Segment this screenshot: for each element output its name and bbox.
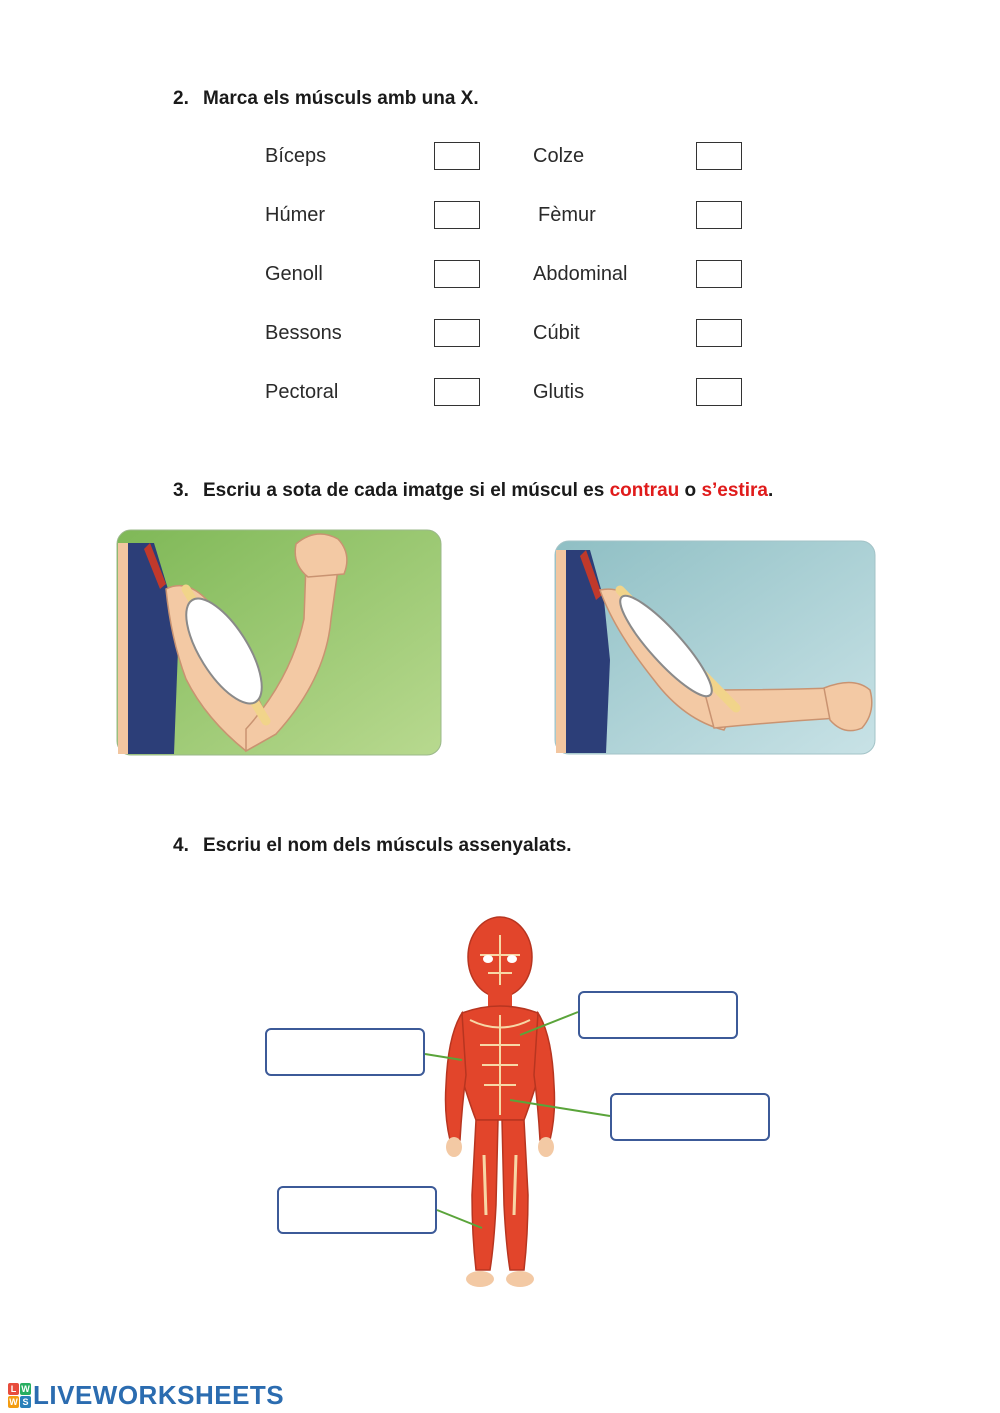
section3-text-1: Escriu a sota de cada imatge si el múscul es (203, 480, 610, 501)
section3-title (173, 480, 773, 502)
checkbox-cubit[interactable] (696, 319, 742, 347)
logo-text: LIVEWORKSHEETS (33, 1380, 285, 1410)
section2-text: Marca els músculs amb una X. (203, 88, 479, 109)
word-sestira: s’estira (701, 480, 768, 501)
word-glutis: Glutis (533, 381, 585, 403)
section4-text: Escriu el nom dels músculs assenyalats. (203, 835, 572, 856)
section3-text-2: o (679, 480, 702, 501)
section2-title (173, 88, 479, 110)
section3-number: 3. (173, 480, 189, 501)
logo-letter: L (8, 1383, 19, 1395)
section4-number: 4. (173, 835, 189, 856)
word-cubit: Cúbit (533, 322, 580, 344)
word-bessons: Bessons (265, 322, 342, 344)
logo-letter: W (9, 1397, 18, 1407)
checkbox-colze[interactable] (696, 142, 742, 170)
checkbox-biceps[interactable] (434, 142, 480, 170)
logo-letter: S (20, 1396, 31, 1408)
word-colze: Colze (533, 145, 585, 167)
checkbox-humer[interactable] (434, 201, 480, 229)
checkbox-genoll[interactable] (434, 260, 480, 288)
checkbox-bessons[interactable] (434, 319, 480, 347)
extended-arm-image (554, 540, 876, 755)
label-input-chest[interactable] (578, 991, 738, 1039)
section3-text-3: . (767, 480, 774, 501)
word-abdominal: Abdominal (533, 263, 628, 285)
word-contrau: contrau (609, 480, 680, 501)
logo-letter: W (21, 1384, 30, 1394)
logo-mark-icon (8, 1383, 31, 1408)
checkbox-glutis[interactable] (696, 378, 742, 406)
muscle-body-image (440, 915, 560, 1293)
word-humer: Húmer (265, 204, 326, 226)
section2-number: 2. (173, 88, 189, 109)
contracted-arm-image (116, 529, 442, 756)
word-femur: Fèmur (538, 204, 596, 226)
label-input-arm[interactable] (265, 1028, 425, 1076)
label-input-leg[interactable] (277, 1186, 437, 1234)
word-biceps: Bíceps (265, 145, 327, 167)
word-genoll: Genoll (265, 263, 323, 285)
word-pectoral: Pectoral (265, 381, 339, 403)
section4-title (173, 835, 572, 857)
checkbox-femur[interactable] (696, 201, 742, 229)
checkbox-abdominal[interactable] (696, 260, 742, 288)
liveworksheets-logo[interactable] (8, 1380, 284, 1411)
checkbox-pectoral[interactable] (434, 378, 480, 406)
label-input-abdomen[interactable] (610, 1093, 770, 1141)
